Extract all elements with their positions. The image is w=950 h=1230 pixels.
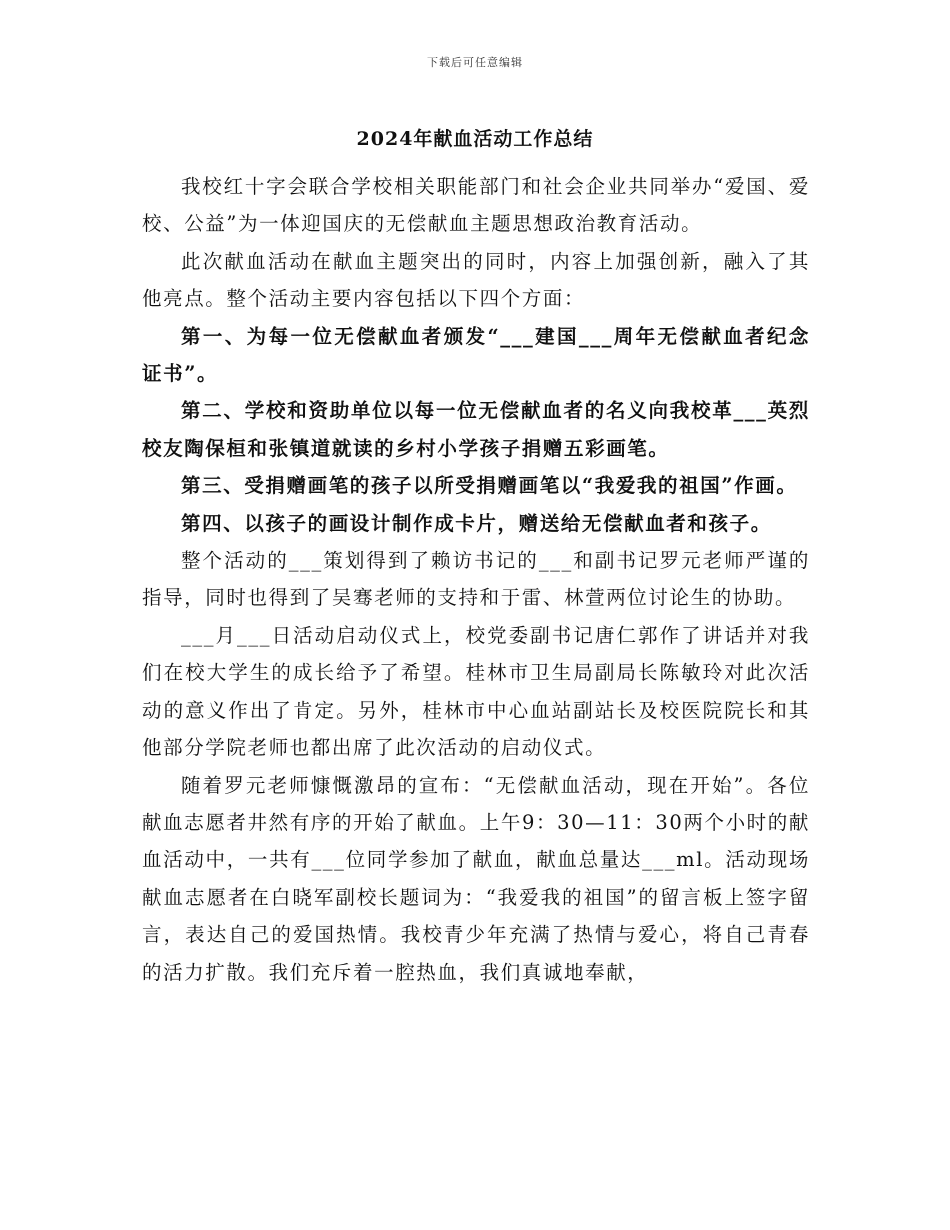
paragraph: 随着罗元老师慷慨激昂的宣布：“无偿献血活动，现在开始”。各位献血志愿者井然有序的开始了献血。上午9：30—11：30两个小时的献血活动中，一共有___位同学参加了献血，献血总量达___ml。活动现场献血志愿者在白晓军副校长题词为：“我爱我的祖国”的留言板上签字留言，表达自己的爱国热情。我校青少年充满了热情与爱心，将自己青春的活力扩散。我们充斥着一腔热血，我们真诚地奉献， <box>142 773 810 984</box>
paragraph-point-2: 第二、学校和资助单位以每一位无偿献血者的名义向我校革___英烈校友陶保桓和张镇道就读的乡村小学孩子捐赠五彩画笔。 <box>142 399 810 460</box>
paragraph: 我校红十字会联合学校相关职能部门和社会企业共同举办“爱国、爱校、公益”为一体迎国庆的无偿献血主题思想政治教育活动。 <box>142 175 810 236</box>
paragraph-point-4: 第四、以孩子的画设计制作成卡片，赠送给无偿献血者和孩子。 <box>181 511 772 535</box>
paragraph: ___月___日活动启动仪式上，校党委副书记唐仁郭作了讲话并对我们在校大学生的成长给予了希望。桂林市卫生局副局长陈敏玲对此次活动的意义作出了肯定。另外，桂林市中心血站副站长及校医院院长和其他部分学院老师也都出席了此次活动的启动仪式。 <box>142 623 810 760</box>
paragraph: 此次献血活动在献血主题突出的同时，内容上加强创新，融入了其他亮点。整个活动主要内容包括以下四个方面： <box>142 249 810 311</box>
document-body <box>142 168 810 991</box>
paragraph: 整个活动的___策划得到了赖访书记的___和副书记罗元老师严谨的指导，同时也得到了吴骞老师的支持和于雷、林萱两位讨论生的协助。 <box>142 549 810 610</box>
paragraph-point-3: 第三、受捐赠画笔的孩子以所受捐赠画笔以“我爱我的祖国”作画。 <box>181 474 798 498</box>
paragraph-point-1: 第一、为每一位无偿献血者颁发“___建国___周年无偿献血者纪念证书”。 <box>142 324 810 386</box>
page-header-note: 下载后可任意编辑 <box>427 56 523 69</box>
document-title: 2024年献血活动工作总结 <box>356 128 594 150</box>
